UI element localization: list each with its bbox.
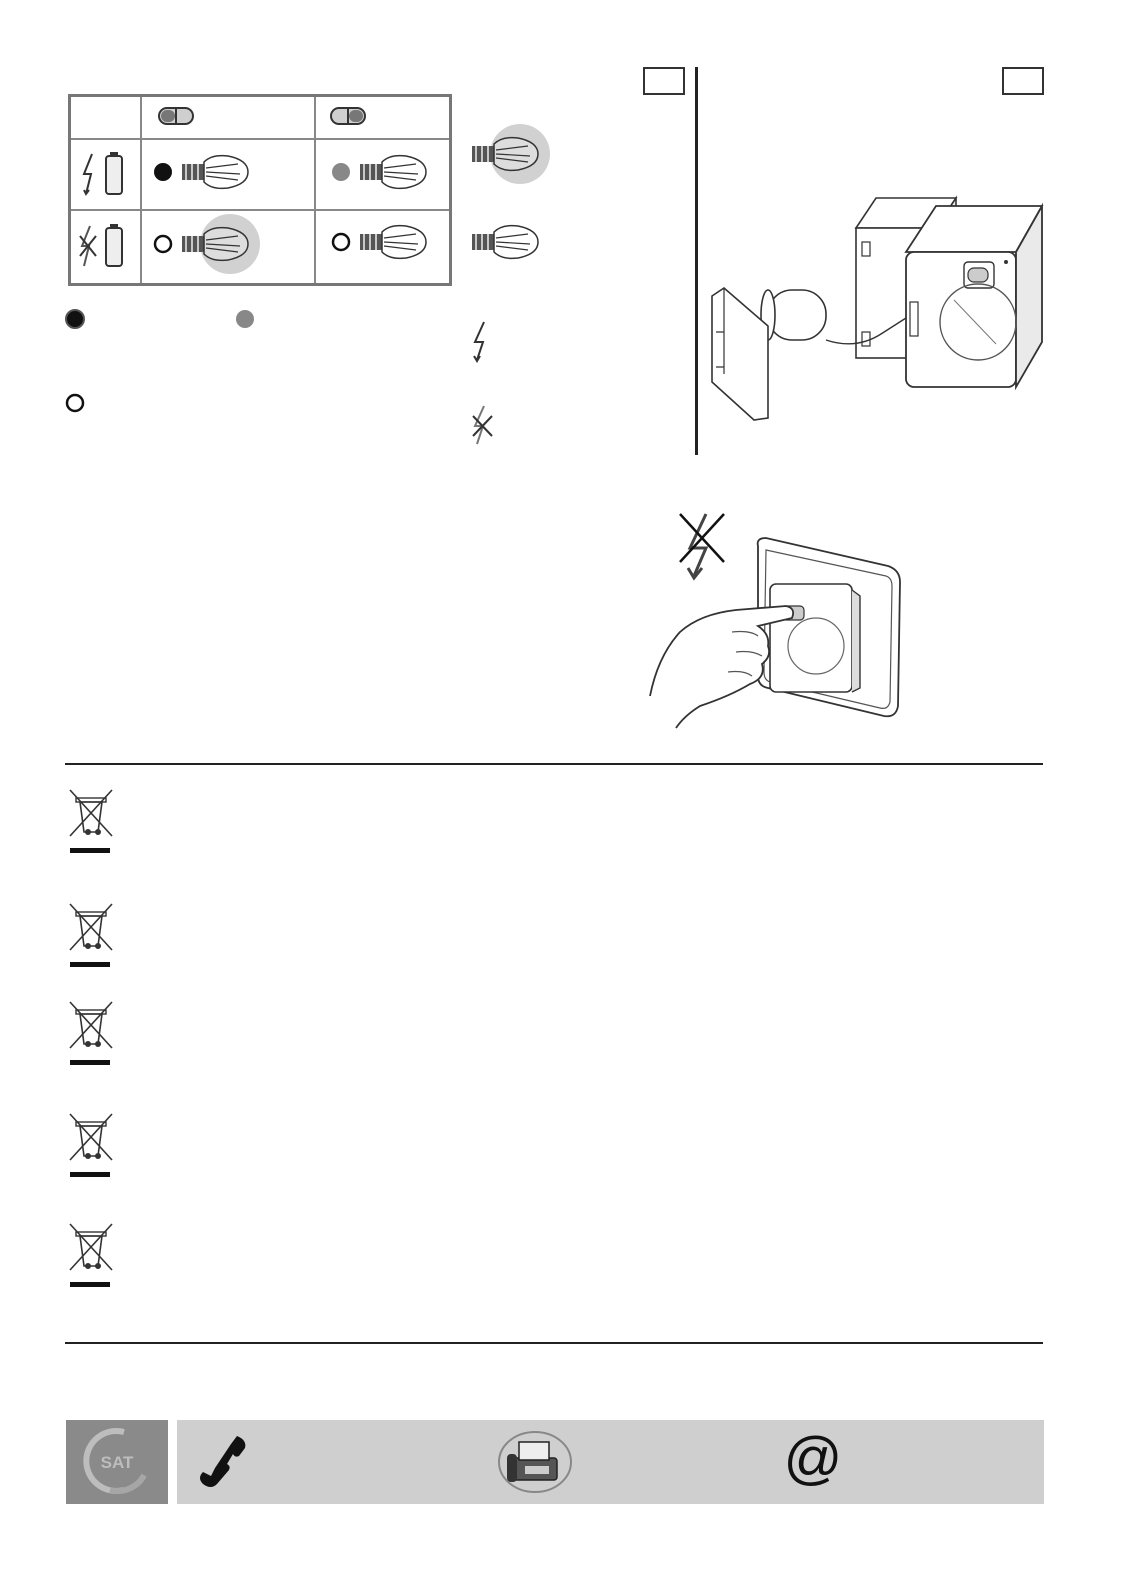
led-off-bulb-lit xyxy=(152,220,262,268)
phone-icon[interactable] xyxy=(197,1432,251,1490)
weee-bin-icon xyxy=(66,900,116,970)
weee-bin-icon xyxy=(66,998,116,1068)
sat-logo-icon xyxy=(84,1428,150,1494)
legend-power-icon xyxy=(470,320,494,364)
contact-bar xyxy=(177,1420,1044,1504)
switch-left-icon xyxy=(158,107,194,125)
section-divider xyxy=(65,763,1043,765)
led-black-bulb-off xyxy=(152,152,252,192)
bulb-lit-icon xyxy=(470,126,560,186)
figure-label-box-left xyxy=(643,67,685,95)
legend-no-power-icon xyxy=(470,404,498,450)
vertical-divider xyxy=(695,67,698,455)
power-battery-icon xyxy=(80,150,130,198)
legend-led-off-icon xyxy=(64,392,88,416)
table-divider xyxy=(71,209,449,211)
weee-bin-icon xyxy=(66,786,116,856)
footer-contact-band xyxy=(66,1420,1044,1504)
weee-bin-icon xyxy=(66,1220,116,1290)
figure-label-box-right xyxy=(1002,67,1044,95)
weee-bin-icon xyxy=(66,1110,116,1180)
device-battery-illustration xyxy=(706,192,1046,420)
table-divider xyxy=(314,97,316,283)
table-divider xyxy=(140,97,142,283)
led-grey-bulb-off xyxy=(330,152,430,192)
fax-icon[interactable] xyxy=(495,1424,575,1500)
no-power-battery-icon xyxy=(78,222,130,270)
switch-right-icon xyxy=(330,107,366,125)
hand-press-illustration xyxy=(640,506,910,732)
sat-logo-block xyxy=(66,1420,168,1504)
at-sign-icon[interactable] xyxy=(783,1426,843,1491)
section-divider xyxy=(65,1342,1043,1344)
led-off-bulb-off xyxy=(330,222,430,262)
legend-led-grey-icon xyxy=(234,308,258,332)
bulb-off-icon xyxy=(470,222,550,266)
table-divider xyxy=(71,138,449,140)
sat-logo-text: SAT xyxy=(100,1453,134,1472)
legend-led-black-icon xyxy=(64,308,88,332)
svg-text:@: @ xyxy=(783,1426,843,1491)
